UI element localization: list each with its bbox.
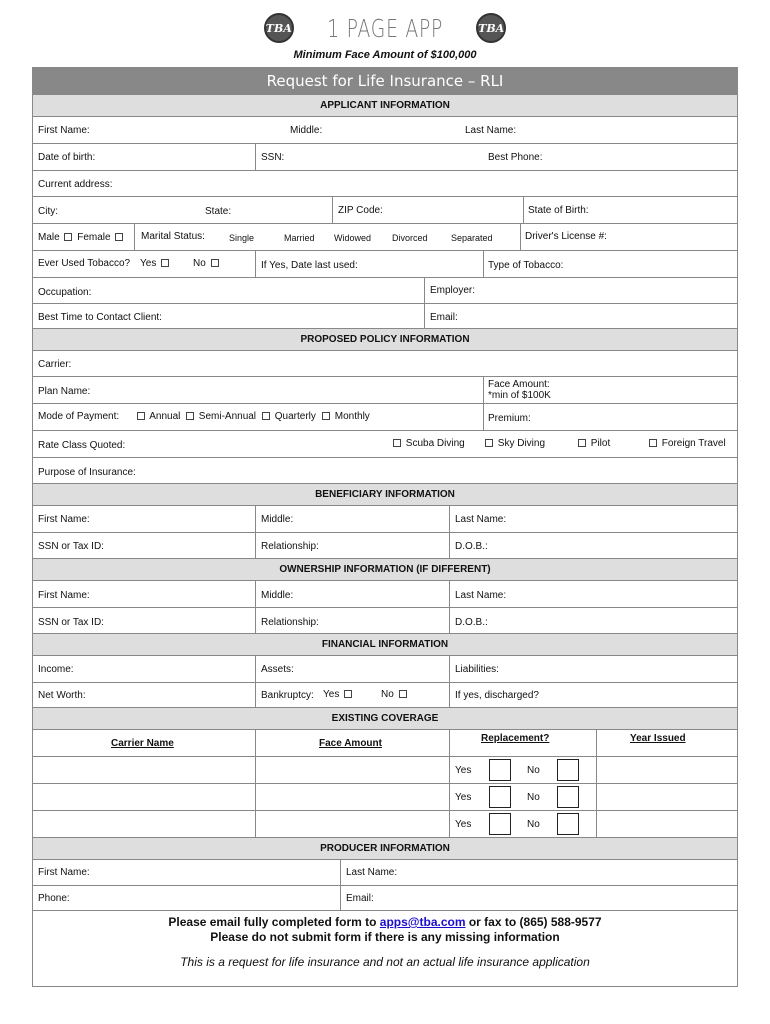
premium-label: Premium: [488, 413, 531, 424]
producer-first-name-label: First Name: [38, 867, 90, 878]
tobacco-yes-checkbox[interactable] [161, 259, 169, 267]
foreign-travel-label: Foreign Travel [661, 438, 726, 449]
tobacco-no-checkbox[interactable] [211, 259, 219, 267]
plan-name-label: Plan Name: [38, 386, 91, 397]
missing-info-warning: Please do not submit form if there is any missing information [210, 930, 560, 944]
pilot-checkbox[interactable] [578, 439, 586, 447]
best-phone-label: Best Phone: [488, 152, 543, 163]
best-time-label: Best Time to Contact Client: [38, 312, 162, 323]
monthly-label: Monthly [334, 411, 370, 422]
tobacco-yes-label: Yes [140, 258, 157, 269]
drivers-license-label: Driver's License #: [525, 231, 607, 242]
type-of-tobacco-label: Type of Tobacco: [488, 260, 564, 271]
monthly-checkbox[interactable] [322, 412, 330, 420]
dob-label: Date of birth: [38, 152, 96, 163]
replacement-no-box[interactable] [557, 813, 579, 835]
assets-label: Assets: [261, 664, 294, 675]
discharged-label: If yes, discharged? [455, 690, 539, 701]
applicant-address-row [33, 170, 737, 196]
separated-label: Separated [451, 233, 493, 243]
app-title: 1 PAGE APP [327, 13, 443, 43]
section-financial: FINANCIAL INFORMATION [33, 633, 737, 655]
applicant-name-row [33, 116, 737, 143]
occupation-label: Occupation: [38, 287, 92, 298]
applicant-email-label: Email: [430, 312, 458, 323]
producer-phone-row [33, 885, 737, 910]
bankruptcy-label: Bankruptcy: [261, 690, 314, 701]
ownership-name-row [33, 580, 737, 607]
married-label: Married [284, 233, 315, 243]
coverage-row-2 [33, 783, 737, 810]
replacement-no-label: No [527, 792, 540, 803]
coverage-row-3 [33, 810, 737, 837]
applicant-tobacco-row [33, 250, 737, 277]
pilot-label: Pilot [590, 438, 611, 449]
applicant-gender-row [33, 223, 737, 250]
submit-instructions: Please email fully completed form to apps@tba.com or fax to (865) 588-9577 [168, 915, 602, 929]
face-min-note: *min of $100K [488, 390, 551, 401]
disclaimer: This is a request for life insurance and not an actual life insurance application [180, 955, 590, 969]
applicant-contact-row [33, 303, 737, 328]
producer-name-row [33, 859, 737, 885]
tba-logo-right: TBA [476, 13, 506, 43]
producer-email-label: Email: [346, 893, 374, 904]
face-amount-label: Face Amount: [488, 379, 550, 390]
tobacco-label: Ever Used Tobacco? [38, 258, 131, 269]
city-label: City: [38, 206, 58, 217]
ownership-middle-label: Middle: [261, 590, 294, 601]
divorced-label: Divorced [392, 233, 428, 243]
replacement-no-box[interactable] [557, 759, 579, 781]
replacement-header: Replacement? [481, 733, 550, 744]
middle-label: Middle: [290, 125, 323, 136]
single-label: Single [229, 233, 255, 243]
replacement-no-label: No [527, 819, 540, 830]
sky-diving-label: Sky Diving [497, 438, 546, 449]
coverage-header-row [33, 729, 737, 756]
section-applicant: APPLICANT INFORMATION [33, 94, 737, 116]
quarterly-label: Quarterly [274, 411, 316, 422]
page-header [0, 12, 770, 44]
replacement-yes-box[interactable] [489, 813, 511, 835]
zip-label: ZIP Code: [338, 205, 383, 216]
net-worth-label: Net Worth: [38, 690, 86, 701]
year-issued-header: Year Issued [630, 733, 686, 744]
beneficiary-dob-label: D.O.B.: [455, 541, 488, 552]
beneficiary-relationship-label: Relationship: [261, 541, 319, 552]
last-name-label: Last Name: [465, 125, 517, 136]
rli-form [32, 67, 738, 987]
rate-class-label: Rate Class Quoted: [38, 440, 126, 451]
marital-status-label: Marital Status: [141, 231, 205, 242]
applicant-occupation-row [33, 277, 737, 303]
financial-income-row [33, 655, 737, 682]
replacement-yes-label: Yes [455, 792, 472, 803]
section-ownership: OWNERSHIP INFORMATION (IF DIFFERENT) [33, 558, 737, 580]
email-link[interactable]: apps@tba.com [379, 915, 466, 929]
ownership-relationship-label: Relationship: [261, 617, 319, 628]
state-label: State: [205, 206, 232, 217]
policy-plan-row [33, 376, 737, 403]
annual-checkbox[interactable] [137, 412, 145, 420]
state-of-birth-label: State of Birth: [528, 205, 589, 216]
ownership-ssn-label: SSN or Tax ID: [38, 617, 104, 628]
subtitle: Minimum Face Amount of $100,000 [293, 49, 477, 61]
beneficiary-ssn-row [33, 532, 737, 558]
quarterly-checkbox[interactable] [262, 412, 270, 420]
first-name-label: First Name: [38, 125, 90, 136]
form-footer [33, 910, 737, 986]
beneficiary-first-name-label: First Name: [38, 514, 90, 525]
section-producer: PRODUCER INFORMATION [33, 837, 737, 859]
current-address-label: Current address: [38, 179, 113, 190]
replacement-yes-box[interactable] [489, 786, 511, 808]
bankruptcy-yes-checkbox[interactable] [344, 690, 352, 698]
ownership-ssn-row [33, 607, 737, 633]
female-label: Female [77, 232, 111, 243]
beneficiary-middle-label: Middle: [261, 514, 294, 525]
section-beneficiary: BENEFICIARY INFORMATION [33, 483, 737, 505]
income-label: Income: [38, 664, 74, 675]
bankruptcy-no-checkbox[interactable] [399, 690, 407, 698]
tba-logo-left: TBA [264, 13, 294, 43]
carrier-name-header: Carrier Name [111, 738, 174, 749]
policy-rate-row [33, 430, 737, 457]
replacement-yes-box[interactable] [489, 759, 511, 781]
beneficiary-name-row [33, 505, 737, 532]
section-policy: PROPOSED POLICY INFORMATION [33, 328, 737, 350]
male-label: Male [38, 232, 60, 243]
replacement-no-box[interactable] [557, 786, 579, 808]
form-title: Request for Life Insurance – RLI [33, 68, 737, 94]
beneficiary-last-name-label: Last Name: [455, 514, 507, 525]
policy-purpose-row [33, 457, 737, 483]
male-checkbox[interactable] [64, 233, 72, 241]
ownership-last-name-label: Last Name: [455, 590, 507, 601]
female-checkbox[interactable] [115, 233, 123, 241]
financial-networth-row [33, 682, 737, 707]
producer-last-name-label: Last Name: [346, 867, 398, 878]
policy-carrier-row [33, 350, 737, 376]
purpose-label: Purpose of Insurance: [38, 467, 136, 478]
date-last-used-label: If Yes, Date last used: [261, 260, 358, 271]
ownership-dob-label: D.O.B.: [455, 617, 488, 628]
foreign-travel-checkbox[interactable] [649, 439, 657, 447]
ownership-first-name-label: First Name: [38, 590, 90, 601]
tobacco-no-label: No [193, 258, 206, 269]
employer-label: Employer: [430, 285, 476, 296]
ssn-label: SSN: [261, 152, 285, 163]
face-amount-header: Face Amount [319, 738, 382, 749]
section-coverage: EXISTING COVERAGE [33, 707, 737, 729]
liabilities-label: Liabilities: [455, 664, 499, 675]
replacement-no-label: No [527, 765, 540, 776]
carrier-label: Carrier: [38, 359, 72, 370]
producer-phone-label: Phone: [38, 893, 70, 904]
mode-of-payment-label: Mode of Payment: [38, 411, 120, 422]
beneficiary-ssn-label: SSN or Tax ID: [38, 541, 104, 552]
semi-annual-checkbox[interactable] [186, 412, 194, 420]
semi-annual-label: Semi-Annual [198, 411, 257, 422]
applicant-city-row [33, 196, 737, 223]
replacement-yes-label: Yes [455, 765, 472, 776]
widowed-label: Widowed [334, 233, 372, 243]
sky-diving-checkbox[interactable] [485, 439, 493, 447]
coverage-row-1 [33, 756, 737, 783]
annual-label: Annual [149, 411, 181, 422]
scuba-checkbox[interactable] [393, 439, 401, 447]
bankruptcy-yes-label: Yes [323, 689, 340, 700]
bankruptcy-no-label: No [381, 689, 394, 700]
applicant-dob-row [33, 143, 737, 170]
scuba-label: Scuba Diving [405, 438, 465, 449]
replacement-yes-label: Yes [455, 819, 472, 830]
policy-payment-row [33, 403, 737, 430]
